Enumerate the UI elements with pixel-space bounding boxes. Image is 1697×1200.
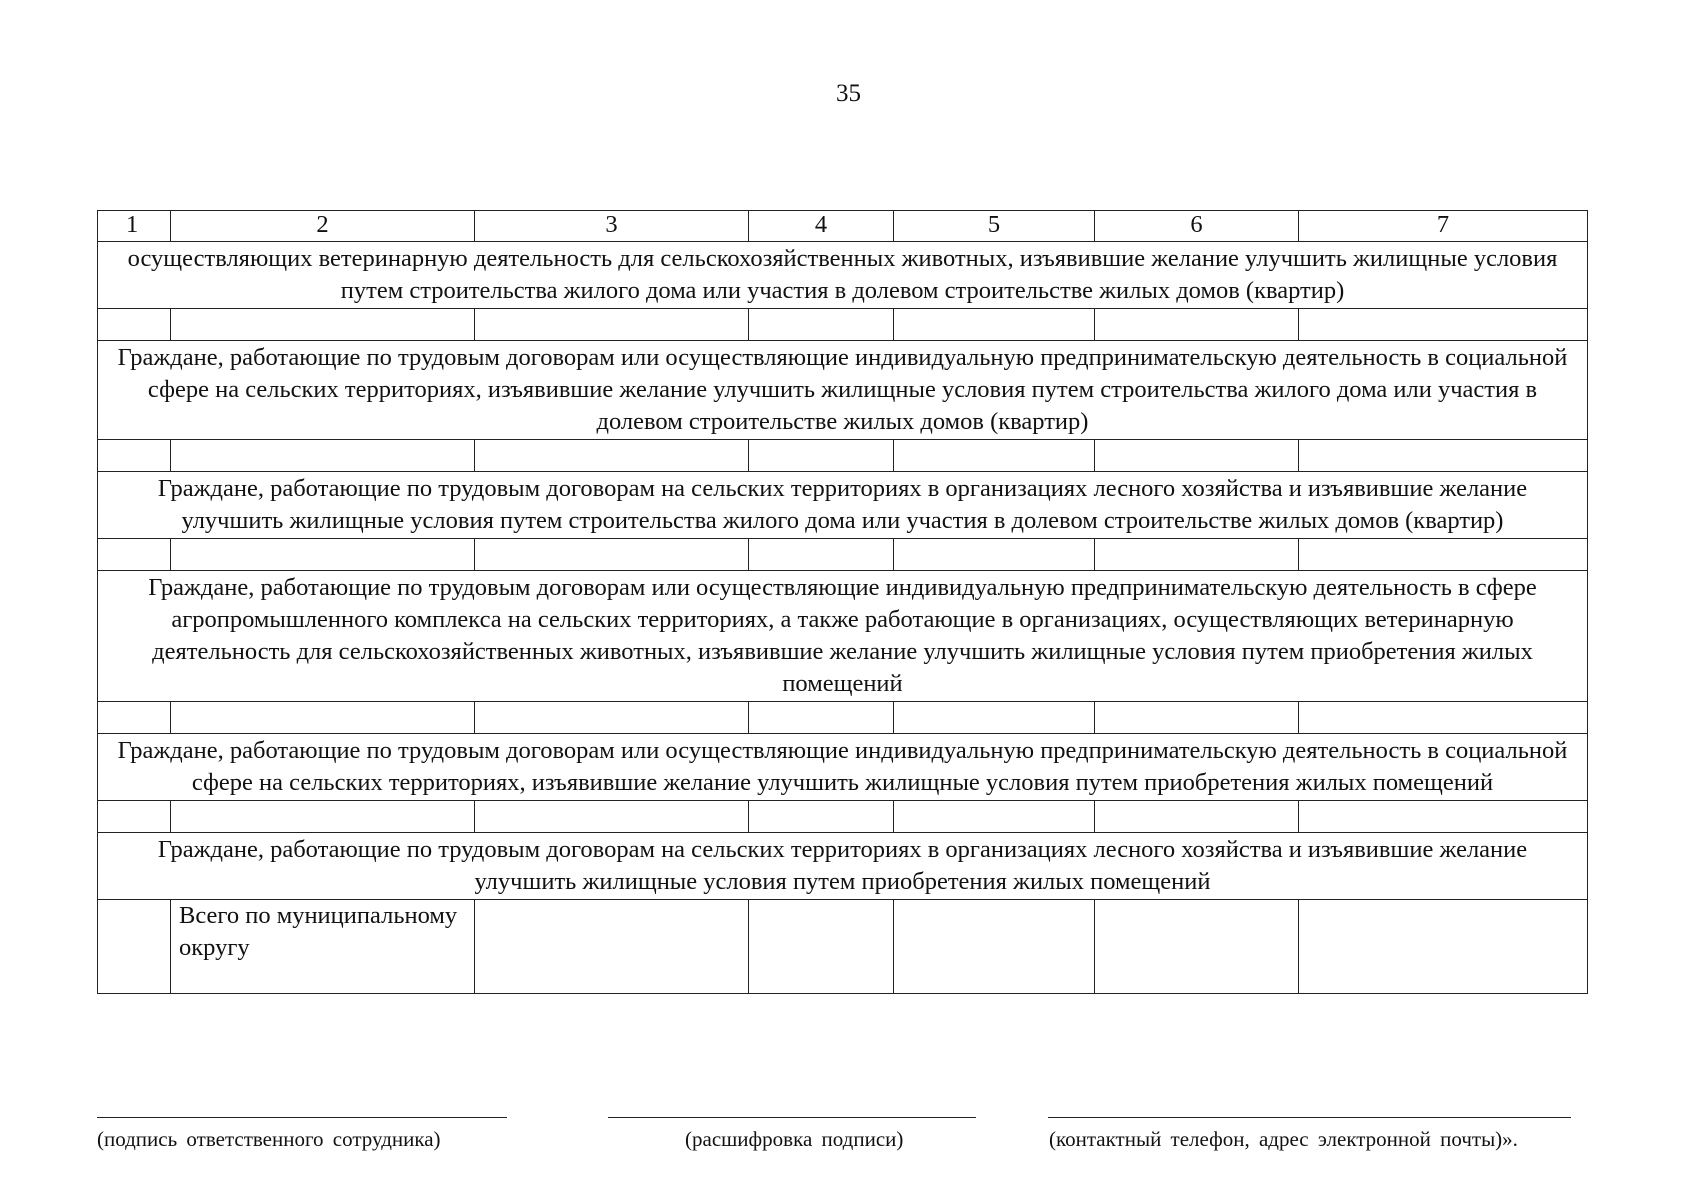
- empty-cell: [171, 801, 475, 833]
- contact-caption: (контактный телефон, адрес электронной почты)».: [1049, 1127, 1518, 1151]
- empty-cell: [749, 801, 894, 833]
- column-number: 4: [749, 211, 894, 242]
- empty-cell: [98, 801, 171, 833]
- column-number: 2: [171, 211, 475, 242]
- empty-cell: [171, 309, 475, 341]
- empty-cell: [171, 539, 475, 571]
- total-row: [98, 900, 1588, 994]
- contact-line: [1048, 1117, 1571, 1118]
- empty-cell: [475, 801, 749, 833]
- section-heading: Граждане, работающие по трудовым договорам или осуществляющие индивидуальную предпринимательскую деятельность в сфере агропромышленного комплекса на сельских территориях, а также работающие в организациях, осуществляющих ветеринарную деятельность для сельскохозяйственных животных, изъявившие желание улучшить жилищные условия путем приобретения жилых помещений: [98, 571, 1588, 702]
- empty-cell: [171, 702, 475, 734]
- empty-cell: [171, 440, 475, 472]
- empty-cell: [1299, 900, 1588, 994]
- section-row: [98, 472, 1588, 539]
- empty-cell: [749, 702, 894, 734]
- signature-caption: (подпись ответственного сотрудника): [97, 1127, 441, 1151]
- applicants-table: [97, 210, 1588, 994]
- section-heading: осуществляющих ветеринарную деятельность для сельскохозяйственных животных, изъявившие желание улучшить жилищные условия путем строительства жилого дома или участия в долевом строительстве жилых домов (квартир): [98, 242, 1588, 309]
- empty-row: [98, 309, 1588, 341]
- empty-cell: [1095, 702, 1299, 734]
- page-number: 35: [836, 80, 861, 107]
- empty-cell: [749, 900, 894, 994]
- empty-cell: [475, 900, 749, 994]
- empty-cell: [749, 309, 894, 341]
- total-label: Всего по муниципальному округу: [171, 900, 475, 994]
- empty-cell: [894, 900, 1095, 994]
- empty-cell: [475, 702, 749, 734]
- empty-cell: [98, 539, 171, 571]
- empty-row: [98, 801, 1588, 833]
- section-row: [98, 734, 1588, 801]
- empty-row: [98, 702, 1588, 734]
- empty-cell: [98, 900, 171, 994]
- empty-cell: [1299, 801, 1588, 833]
- section-heading: Граждане, работающие по трудовым договорам или осуществляющие индивидуальную предпринимательскую деятельность в социальной сфере на сельских территориях, изъявившие желание улучшить жилищные условия путем приобретения жилых помещений: [98, 734, 1588, 801]
- empty-cell: [894, 309, 1095, 341]
- section-row: [98, 242, 1588, 309]
- empty-cell: [894, 539, 1095, 571]
- section-heading: Граждане, работающие по трудовым договорам на сельских территориях в организациях лесного хозяйства и изъявившие желание улучшить жилищные условия путем приобретения жилых помещений: [98, 833, 1588, 900]
- column-number: 3: [475, 211, 749, 242]
- empty-cell: [894, 440, 1095, 472]
- empty-cell: [749, 539, 894, 571]
- section-row: [98, 571, 1588, 702]
- empty-cell: [475, 440, 749, 472]
- empty-cell: [1095, 900, 1299, 994]
- empty-cell: [98, 309, 171, 341]
- empty-cell: [98, 702, 171, 734]
- empty-row: [98, 440, 1588, 472]
- empty-cell: [1095, 801, 1299, 833]
- empty-cell: [1299, 309, 1588, 341]
- empty-cell: [749, 440, 894, 472]
- empty-cell: [1095, 539, 1299, 571]
- empty-cell: [1299, 440, 1588, 472]
- empty-row: [98, 539, 1588, 571]
- signature-line: [97, 1117, 507, 1118]
- empty-cell: [1095, 309, 1299, 341]
- column-number: 1: [98, 211, 171, 242]
- empty-cell: [1095, 440, 1299, 472]
- empty-cell: [475, 309, 749, 341]
- empty-cell: [1299, 702, 1588, 734]
- empty-cell: [894, 801, 1095, 833]
- section-row: [98, 833, 1588, 900]
- empty-cell: [894, 702, 1095, 734]
- column-number: 6: [1095, 211, 1299, 242]
- column-number: 5: [894, 211, 1095, 242]
- transcript-line: [608, 1117, 976, 1118]
- column-number: 7: [1299, 211, 1588, 242]
- section-row: [98, 341, 1588, 440]
- section-heading: Граждане, работающие по трудовым договорам на сельских территориях в организациях лесного хозяйства и изъявившие желание улучшить жилищные условия путем строительства жилого дома или участия в долевом строительстве жилых домов (квартир): [98, 472, 1588, 539]
- empty-cell: [475, 539, 749, 571]
- transcript-caption: (расшифровка подписи): [685, 1127, 904, 1151]
- empty-cell: [98, 440, 171, 472]
- column-number-row: [98, 211, 1588, 242]
- section-heading: Граждане, работающие по трудовым договорам или осуществляющие индивидуальную предпринимательскую деятельность в социальной сфере на сельских территориях, изъявившие желание улучшить жилищные условия путем строительства жилого дома или участия в долевом строительстве жилых домов (квартир): [98, 341, 1588, 440]
- empty-cell: [1299, 539, 1588, 571]
